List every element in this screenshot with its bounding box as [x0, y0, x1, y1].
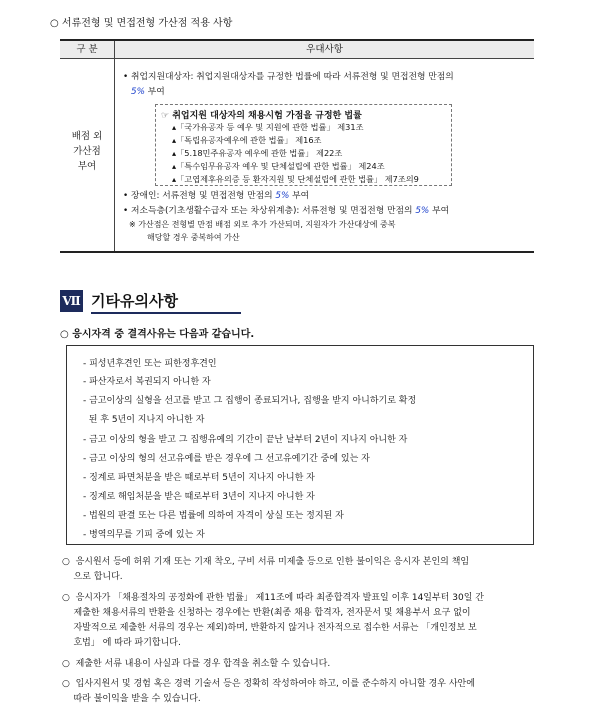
disqualification-intro: ○ 응시자격 중 결격사유는 다음과 같습니다.: [60, 329, 255, 340]
law-item: ▴「독립유공자예우에 관한 법률」 제16조: [172, 135, 322, 145]
section-title: 기타유의사항: [91, 292, 178, 310]
disqualification-item: 된 후 5년이 지나지 아니한 자: [83, 415, 205, 425]
note-line: 자발적으로 제출한 서류의 경우는 제외)하며, 반환하지 않거나 전자적으로 접수한 서류는 「개인정보 보: [62, 623, 477, 633]
law-item: ▴「특수임무유공자 예우 및 단체설립에 관한 법률」 제24조: [172, 161, 385, 171]
note-line: ○ 제출한 서류 내용이 사실과 다를 경우 합격을 취소할 수 있습니다.: [62, 659, 331, 669]
disqualification-item: - 파산자로서 복권되지 아니한 자: [83, 377, 211, 387]
disqualification-box: [66, 345, 534, 545]
employment-support-pct: 5%: [131, 87, 145, 97]
disqualification-item: - 징계로 파면처분을 받은 때로부터 5년이 지나지 아니한 자: [83, 473, 315, 483]
disabled-suffix: 부여: [289, 191, 310, 201]
note-line: 으로 합니다.: [62, 572, 123, 582]
note-line: 제출한 채용서류의 반환을 신청하는 경우에는 반환(최종 채용 합격자, 전자문서 및 채용부서 요구 없이: [62, 608, 471, 618]
preference-cell: [115, 59, 534, 251]
row-label-line-2: 가산점: [73, 145, 101, 157]
disqualification-item: - 금고이상의 실형을 선고를 받고 그 집행이 종료되거나, 집행을 받지 아니하기로 확정: [83, 396, 417, 406]
law-item: ▴「국가유공자 등 예우 및 지원에 관한 법률」 제31조: [172, 122, 364, 132]
disqualification-item: - 법원의 판결 또는 다른 법률에 의하여 자격이 상실 또는 정지된 자: [83, 511, 344, 521]
preference-table: [60, 39, 534, 253]
section-number-badge: Ⅶ: [60, 290, 83, 312]
header-category: 구 분: [60, 41, 115, 59]
law-item: ▴「5.18민주유공자 예우에 관한 법률」 제22조: [172, 148, 343, 158]
section-heading-bonus-points: ○ 서류전형 및 면접전형 가산점 적용 사항: [50, 18, 233, 29]
disqualification-item: - 피성년후견인 또는 피한정후견인: [83, 359, 217, 369]
note-line: ○ 입사지원서 및 경험 혹은 경력 기술서 등은 정확히 작성하여야 하고, 이를 준수하지 아니할 경우 사안에: [62, 679, 475, 689]
note-line: ○ 응시원서 등에 허위 기재 또는 기재 착오, 구비 서류 미제출 등으로 인한 불이익은 응시자 본인의 책임: [62, 557, 470, 567]
row-label-line-1: 배점 외: [71, 130, 103, 142]
disabled-pct: 5%: [275, 191, 290, 201]
law-list-box: [155, 104, 452, 186]
bonus-note-line-1: ※ 가산점은 전형별 만점 배점 외로 추가 가산되며, 지원자가 가산대상에 중복: [129, 220, 396, 229]
disqualification-item: - 금고 이상의 형의 선고유예를 받은 경우에 그 선고유예기간 중에 있는 자: [83, 454, 370, 464]
row-label-extra-points: [60, 59, 115, 251]
lowincome-pct: 5%: [415, 206, 430, 216]
law-item: ▴「고엽제후유의증 등 환자지원 및 단체설립에 관한 법률」 제7조의9: [172, 174, 419, 184]
law-box-title: 취업지원 대상자의 채용시험 가점을 규정한 법률: [172, 111, 362, 121]
lowincome-line: [123, 205, 449, 217]
section-title-underline: [91, 312, 241, 314]
employment-support-suffix: 부여: [144, 87, 165, 97]
bonus-note-line-2: 해당할 경우 중복하여 가산: [147, 233, 240, 242]
header-preference: 우대사항: [306, 44, 343, 55]
disabled-prefix: • 장애인: 서류전형 및 면접전형 만점의: [123, 191, 276, 201]
disqualification-item: - 병역의무를 기피 중에 있는 자: [83, 530, 205, 540]
employment-support-line-1: • 취업지원대상자: 취업지원대상자를 규정한 법률에 따라 서류전형 및 면접전형 만점의: [123, 72, 454, 82]
section-heading-other-notes: [60, 290, 260, 312]
lowincome-prefix: • 저소득층(기초생활수급자 또는 차상위계층): 서류전형 및 면접전형 만점의: [123, 206, 416, 216]
table-header-row: [60, 41, 534, 59]
disqualification-item: - 금고 이상의 형을 받고 그 집행유예의 기간이 끝난 날부터 2년이 지나지 아니한 자: [83, 435, 408, 445]
note-line: 따라 불이익을 받을 수 있습니다.: [62, 694, 201, 704]
disqualification-item: - 징계로 해임처분을 받은 때로부터 3년이 지나지 아니한 자: [83, 492, 315, 502]
disabled-line: [123, 190, 309, 202]
note-line: 호법」 에 따라 파기합니다.: [62, 638, 181, 648]
law-box-title-row: [161, 108, 362, 121]
lowincome-suffix: 부여: [429, 206, 450, 216]
row-label-line-3: 부여: [77, 160, 97, 172]
pointing-hand-icon: ☞: [161, 111, 170, 121]
note-line: ○ 응시자가 「채용절차의 공정화에 관한 법률」 제11조에 따라 최종합격자 발표일 이후 14일부터 30일 간: [62, 593, 484, 603]
employment-support-line-2: [131, 86, 165, 98]
